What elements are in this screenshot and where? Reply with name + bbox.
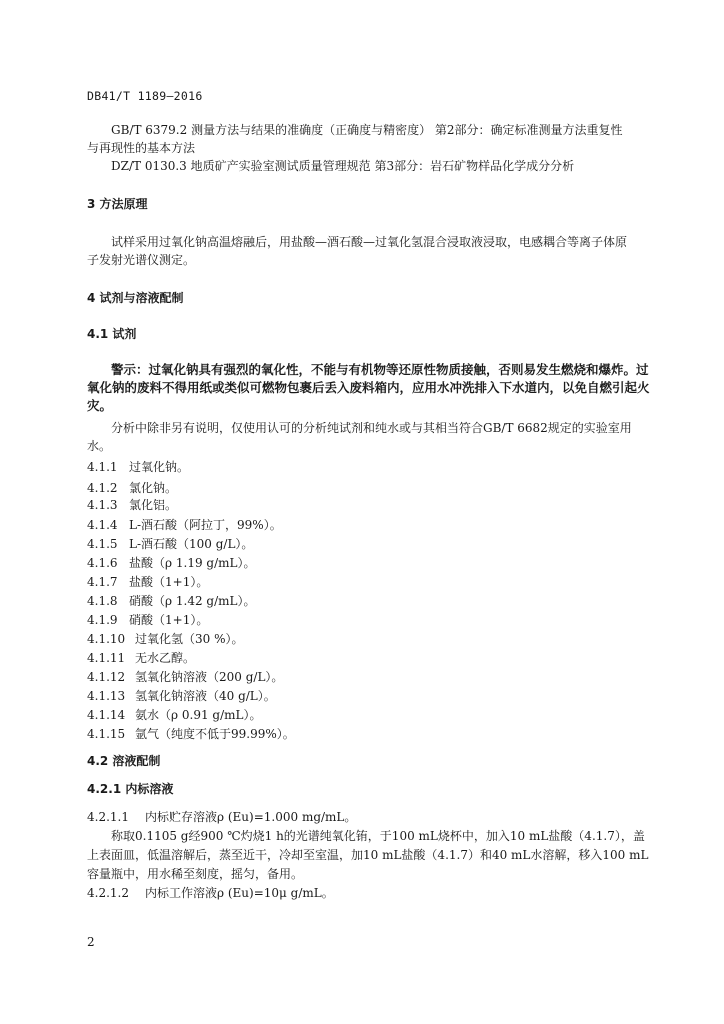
header-rule (87, 104, 657, 105)
reagent-item: 4.1.9 硝酸（1+1）。 (87, 613, 209, 627)
reagent-item: 4.1.12 氢氧化钠溶液（200 g/L）。 (87, 670, 284, 684)
preparation-line2: 上表面皿，低温溶解后，蒸至近干，冷却至室温，加10 mL盐酸（4.1.7）和40 mL水溶解，移入100 mL (87, 848, 649, 862)
reagent-note-line2: 水。 (87, 439, 112, 453)
reagent-item: 4.1.7 盐酸（1+1）。 (87, 575, 209, 589)
reagent-item: 4.1.10 过氧化氢（30 %）。 (87, 632, 244, 646)
reference-gbt6379-line1: GB/T 6379.2 测量方法与结果的准确度（正确度与精密度） 第2部分：确定标准测量方法重复性 (111, 123, 623, 137)
reagent-item: 4.1.6 盐酸（ρ 1.19 g/mL）。 (87, 556, 256, 570)
reference-gbt6379-line2: 与再现性的基本方法 (87, 141, 196, 155)
reagent-item: 4.1.5 L-酒石酸（100 g/L）。 (87, 537, 254, 551)
standard-code-header: DB41/T 1189—2016 (87, 89, 203, 103)
page-number: 2 (87, 935, 95, 949)
section-3-heading: 3 方法原理 (87, 197, 148, 211)
reagent-item: 4.1.1 过氧化钠。 (87, 460, 190, 474)
item-4-2-1-1: 4.2.1.1 内标贮存溶液ρ (Eu)=1.000 mg/mL。 (87, 810, 357, 824)
reagent-item: 4.1.11 无水乙醇。 (87, 651, 196, 665)
reference-dzt0130: DZ/T 0130.3 地质矿产实验室测试质量管理规范 第3部分：岩石矿物样品化学成分分析 (111, 159, 575, 173)
section-4-2-heading: 4.2 溶液配制 (87, 754, 161, 768)
section-4-2-1-heading: 4.2.1 内标溶液 (87, 782, 174, 796)
reagent-item: 4.1.3 氯化铝。 (87, 498, 178, 512)
warning-line2: 氧化钠的废料不得用纸或类似可燃物包裹后丢入废料箱内，应用水冲洗排入下水道内，以免自燃引起火 (87, 380, 650, 395)
warning-line3: 灾。 (87, 398, 113, 413)
section-4-1-heading: 4.1 试剂 (87, 327, 137, 341)
preparation-line3: 容量瓶中，用水稀至刻度，摇匀，备用。 (87, 867, 304, 881)
reagent-item: 4.1.8 硝酸（ρ 1.42 g/mL）。 (87, 594, 256, 608)
reagent-item: 4.1.2 氯化钠。 (87, 481, 178, 495)
reagent-item: 4.1.15 氩气（纯度不低于99.99%）。 (87, 727, 295, 741)
section-4-heading: 4 试剂与溶液配制 (87, 291, 184, 305)
reagent-note-line1: 分析中除非另有说明，仅使用认可的分析纯试剂和纯水或与其相当符合GB/T 6682规定的实验室用 (111, 421, 632, 435)
reagent-item: 4.1.4 L-酒石酸（阿拉丁，99%）。 (87, 518, 282, 532)
section-3-para-line2: 子发射光谱仪测定。 (87, 253, 196, 267)
reagent-item: 4.1.13 氢氧化钠溶液（40 g/L）。 (87, 689, 276, 703)
item-4-2-1-2: 4.2.1.2 内标工作溶液ρ (Eu)=10μ g/mL。 (87, 886, 334, 900)
section-3-para-line1: 试样采用过氧化钠高温熔融后，用盐酸—酒石酸—过氧化氢混合浸取液浸取，电感耦合等离子体原 (111, 235, 628, 249)
warning-line1: 警示：过氧化钠具有强烈的氧化性，不能与有机物等还原性物质接触，否则易发生燃烧和爆炸。过 (111, 362, 649, 377)
reagent-item: 4.1.14 氨水（ρ 0.91 g/mL）。 (87, 708, 262, 722)
preparation-line1: 称取0.1105 g经900 ℃灼烧1 h的光谱纯氧化铕，于100 mL烧杯中，加入10 mL盐酸（4.1.7），盖 (111, 829, 645, 843)
